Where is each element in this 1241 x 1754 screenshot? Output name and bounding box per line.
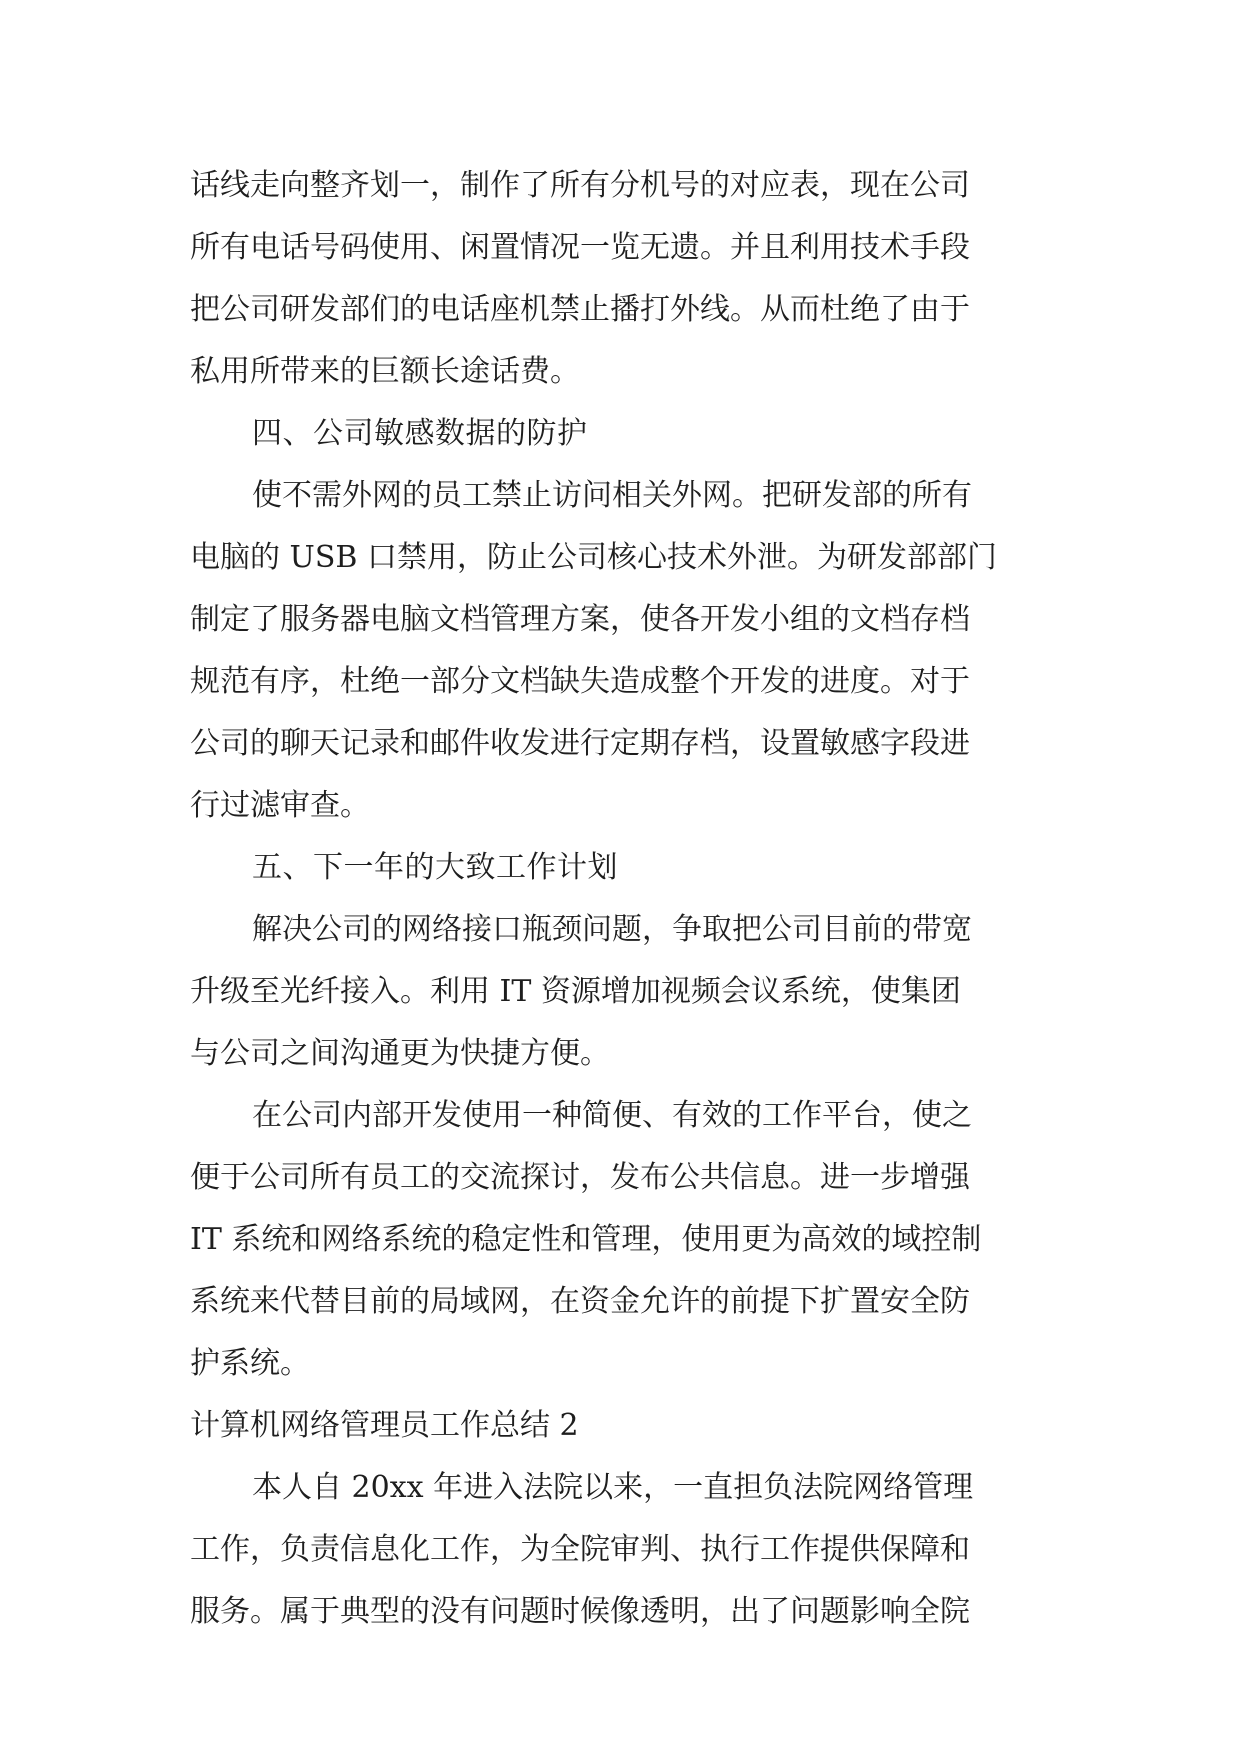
- paragraph-line: 使不需外网的员工禁止访问相关外网。把研发部的所有: [252, 478, 972, 513]
- document-title: 计算机网络管理员工作总结 2: [190, 1408, 579, 1443]
- paragraph-line: 私用所带来的巨额长途话费。: [190, 354, 580, 389]
- section-heading: 四、公司敏感数据的防护: [252, 416, 588, 451]
- paragraph-line: 行过滤审查。: [190, 788, 370, 823]
- paragraph-line: 本人自 20xx 年进入法院以来，一直担负法院网络管理: [252, 1470, 974, 1505]
- paragraph-line: 升级至光纤接入。利用 IT 资源增加视频会议系统，使集团: [190, 974, 961, 1009]
- paragraph-line: 所有电话号码使用、闲置情况一览无遗。并且利用技术手段: [190, 230, 970, 265]
- paragraph-line: IT 系统和网络系统的稳定性和管理，使用更为高效的域控制: [190, 1222, 982, 1257]
- section-heading: 五、下一年的大致工作计划: [252, 850, 618, 885]
- paragraph-line: 公司的聊天记录和邮件收发进行定期存档，设置敏感字段进: [190, 726, 970, 761]
- paragraph-line: 与公司之间沟通更为快捷方便。: [190, 1036, 610, 1071]
- paragraph-line: 解决公司的网络接口瓶颈问题，争取把公司目前的带宽: [252, 912, 972, 947]
- paragraph-line: 服务。属于典型的没有问题时候像透明，出了问题影响全院: [190, 1594, 970, 1629]
- paragraph-line: 在公司内部开发使用一种简便、有效的工作平台，使之: [252, 1098, 972, 1133]
- paragraph-line: 护系统。: [190, 1346, 310, 1381]
- paragraph-line: 规范有序，杜绝一部分文档缺失造成整个开发的进度。对于: [190, 664, 970, 699]
- paragraph-line: 把公司研发部们的电话座机禁止播打外线。从而杜绝了由于: [190, 292, 970, 327]
- paragraph-line: 系统来代替目前的局域网，在资金允许的前提下扩置安全防: [190, 1284, 970, 1319]
- paragraph-line: 制定了服务器电脑文档管理方案，使各开发小组的文档存档: [190, 602, 970, 637]
- paragraph-line: 话线走向整齐划一，制作了所有分机号的对应表，现在公司: [190, 168, 970, 203]
- paragraph-line: 工作，负责信息化工作，为全院审判、执行工作提供保障和: [190, 1532, 970, 1567]
- paragraph-line: 便于公司所有员工的交流探讨，发布公共信息。进一步增强: [190, 1160, 970, 1195]
- paragraph-line: 电脑的 USB 口禁用，防止公司核心技术外泄。为研发部部门: [190, 540, 997, 575]
- document-body: [190, 155, 1050, 1643]
